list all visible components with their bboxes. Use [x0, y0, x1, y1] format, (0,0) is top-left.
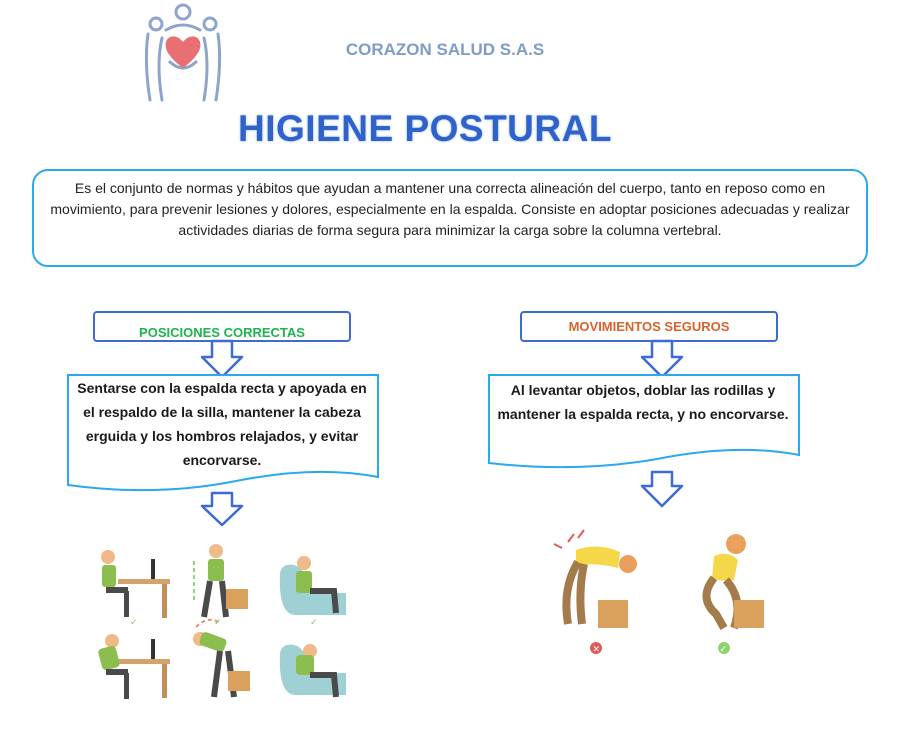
lifting-box-illustration — [194, 544, 248, 617]
page-title: HIGIENE POSTURAL — [238, 108, 612, 149]
svg-text:✓: ✓ — [130, 617, 138, 627]
wrong-lifting-illustration — [554, 530, 637, 654]
down-arrow-icon — [638, 470, 686, 508]
company-name: CORAZON SALUD S.A.S — [345, 40, 545, 59]
posture-illustrations-grid — [96, 543, 352, 703]
armchair-bad-illustration — [280, 644, 346, 697]
correct-lifting-illustration — [706, 534, 764, 654]
armchair-illustration — [280, 556, 346, 615]
posiciones-text: Sentarse con la espalda recta y apoyada en el respaldo de la silla, mantener la cabeza erguida y los hombros relajados, y evitar encorvarse. — [77, 380, 367, 468]
label-posiciones-correctas: POSICIONES CORRECTAS — [93, 311, 351, 342]
label-movimientos-seguros: MOVIMIENTOS SEGUROS — [520, 311, 778, 342]
movimientos-text: Al levantar objetos, doblar las rodillas y mantener la espalda recta, y no encorvarse. — [497, 382, 789, 422]
lifting-comparison-illustration — [548, 528, 768, 660]
sitting-desk-bad-illustration — [97, 634, 170, 699]
company-logo — [140, 2, 226, 106]
definition-text: Es el conjunto de normas y hábitos que ayudan a mantener una correcta alineación del cuerpo, tanto en reposo como en movimiento, para prevenir lesiones y dolores, especialmente en la espalda. Consiste en adoptar posiciones adecuadas y realizar actividades diarias de forma segura para minimizar la carga sobre la columna vertebral. — [50, 180, 850, 238]
lifting-bad-illustration — [193, 620, 250, 697]
svg-text:✓: ✓ — [214, 617, 222, 627]
down-arrow-icon — [198, 491, 246, 527]
wrong-cross-icon: ✕ — [592, 644, 601, 654]
correct-check-icon: ✓ — [719, 644, 728, 654]
svg-text:✓: ✓ — [310, 617, 318, 627]
sitting-desk-illustration — [101, 550, 170, 618]
